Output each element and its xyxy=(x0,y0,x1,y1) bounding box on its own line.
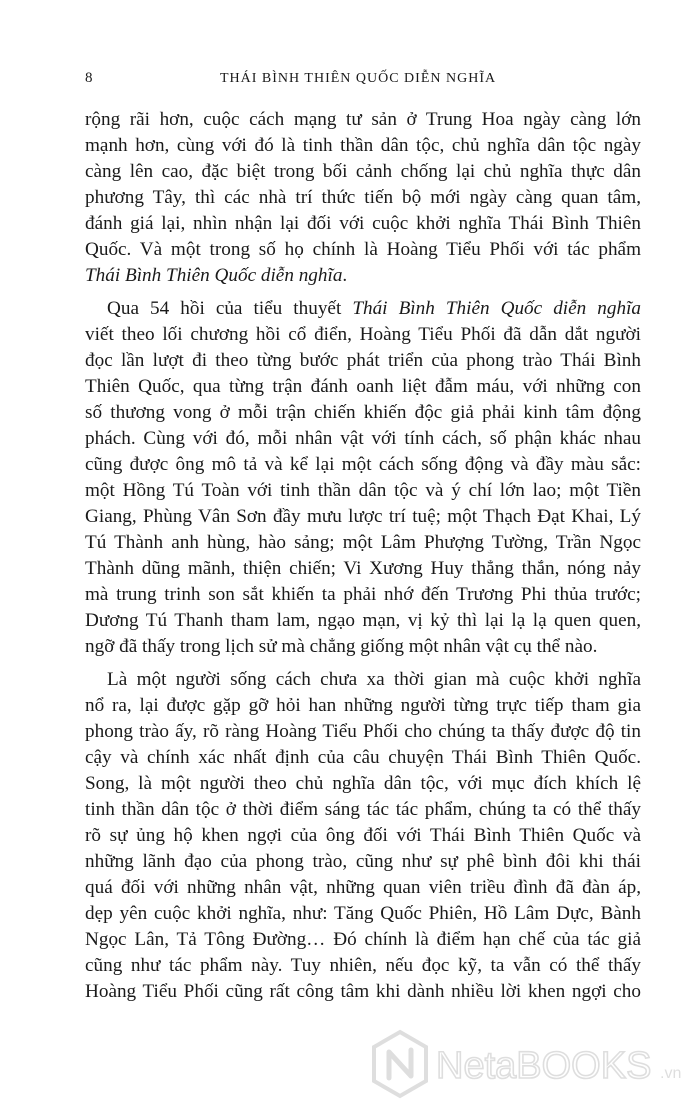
text-line: đọc lần lượt đi theo từng bước phát triển của phong trào Thái Bình xyxy=(85,350,641,371)
text-line: những lãnh đạo của phong trào, cũng như sự phê bình đôi khi thái xyxy=(85,851,641,872)
book-title-italic: Thái Bình Thiên Quốc diễn nghĩa xyxy=(352,298,642,319)
sentence-end: . xyxy=(342,265,348,286)
text-line: mạnh hơn, cùng với đó là tinh thần dân tộc, chủ nghĩa dân tộc ngày xyxy=(85,135,641,156)
text-line: tinh thần dân tộc ở thời điểm sáng tác tác phẩm, chúng ta có thể thấy xyxy=(85,799,641,820)
text-line xyxy=(85,263,641,289)
text-line: Ngọc Lân, Tả Tông Đường… Đó chính là điểm hạn chế của tác giả xyxy=(85,929,641,950)
text-line: Dương Tú Thanh tham lam, ngạo mạn, vị kỷ thì lại lạ lạ quen quen, xyxy=(85,610,641,631)
text-line: số thương vong ở mỗi trận chiến khiến độc giả phải kinh tâm động xyxy=(85,402,641,423)
text-line: Thiên Quốc, qua từng trận đánh oanh liệt đẫm máu, với những con xyxy=(85,376,641,397)
line-lead: Qua 54 hồi của tiểu thuyết xyxy=(107,298,353,319)
text-line: Thành dũng mãnh, thiện chiến; Vi Xương Huy thẳng thắn, nóng nảy xyxy=(85,558,641,579)
paragraph-1 xyxy=(85,107,641,289)
text-line: cũng như tác phẩm này. Tuy nhiên, nếu đọc kỹ, ta vẫn có thể thấy xyxy=(85,955,641,976)
text-line: nổ ra, lại được gặp gỡ hỏi han những người từng trực tiếp tham gia xyxy=(85,695,641,716)
text-line: ngỡ đã thấy trong lịch sử mà chẳng giống một nhân vật cụ thể nào. xyxy=(85,636,598,657)
text-line: Là một người sống cách chưa xa thời gian mà cuộc khởi nghĩa xyxy=(107,669,641,690)
text-line: dẹp yên cuộc khởi nghĩa, như: Tăng Quốc Phiên, Hồ Lâm Dực, Bành xyxy=(85,903,641,924)
text-line: Quốc. Và một trong số họ chính là Hoàng Tiểu Phối với tác phẩm xyxy=(85,239,641,260)
page-number: 8 xyxy=(85,70,93,86)
text-line: càng lên cao, đặc biệt trong bối cảnh chống lại chủ nghĩa thực dân xyxy=(85,161,641,182)
paragraph-2 xyxy=(85,296,641,660)
book-title-italic: Thái Bình Thiên Quốc diễn nghĩa xyxy=(85,265,343,286)
text-line: Hoàng Tiểu Phối cũng rất công tâm khi dành nhiều lời khen ngợi cho xyxy=(85,981,641,1002)
text-line: phách. Cùng với đó, mỗi nhân vật với tính cách, số phận khác nhau xyxy=(85,428,641,449)
text-line: đánh giá lại, nhìn nhận lại đối với cuộc khởi nghĩa Thái Bình Thiên xyxy=(85,213,641,234)
text-line: phương Tây, thì các nhà trí thức tiến bộ mới ngày càng quan tâm, xyxy=(85,187,641,208)
text-line: rõ sự ủng hộ khen ngợi của ông đối với Thái Bình Thiên Quốc và xyxy=(85,825,641,846)
text-line xyxy=(85,296,641,322)
text-line: phong trào ấy, rõ ràng Hoàng Tiểu Phối cho chúng ta thấy được độ tin xyxy=(85,721,641,742)
text-line: cũng được ông mô tả và kể lại một cách sống động và đầy màu sắc: xyxy=(85,454,641,475)
page-header xyxy=(85,70,641,92)
watermark-brand: NetaBOOKS xyxy=(436,1045,652,1087)
text-line: Giang, Phùng Vân Sơn đầy mưu lược trí tuệ; một Thạch Đạt Khai, Lý xyxy=(85,506,641,527)
paragraph-3 xyxy=(85,667,641,1005)
text-line: mà trung trinh son sắt khiến ta phải nhớ đến Trương Phi thủa trước; xyxy=(85,584,641,605)
running-title: THÁI BÌNH THIÊN QUỐC DIỄN NGHĨA xyxy=(220,71,497,86)
netabooks-watermark xyxy=(370,1028,690,1100)
text-line: Tú Thành anh hùng, hào sảng; một Lâm Phượng Tường, Trần Ngọc xyxy=(85,532,641,553)
n-logo-icon xyxy=(374,1032,426,1096)
text-line: một Hồng Tú Toàn với tinh thần dân tộc và ý chí lớn lao; một Tiền xyxy=(85,480,641,501)
text-line: cậy và chính xác nhất định của câu chuyện Thái Bình Thiên Quốc. xyxy=(85,747,641,768)
text-line: rộng rãi hơn, cuộc cách mạng tư sản ở Trung Hoa ngày càng lớn xyxy=(85,109,641,130)
text-line: viết theo lối chương hồi cổ điển, Hoàng Tiểu Phối đã dẫn dắt người xyxy=(85,324,641,345)
text-line: quá đối với những nhân vật, những quan viên triều đình đã đàn áp, xyxy=(85,877,641,898)
text-line: Song, là một người theo chủ nghĩa dân tộc, với mục đích khích lệ xyxy=(85,773,641,794)
watermark-suffix: .vn xyxy=(660,1065,682,1082)
body-text xyxy=(85,107,641,1005)
